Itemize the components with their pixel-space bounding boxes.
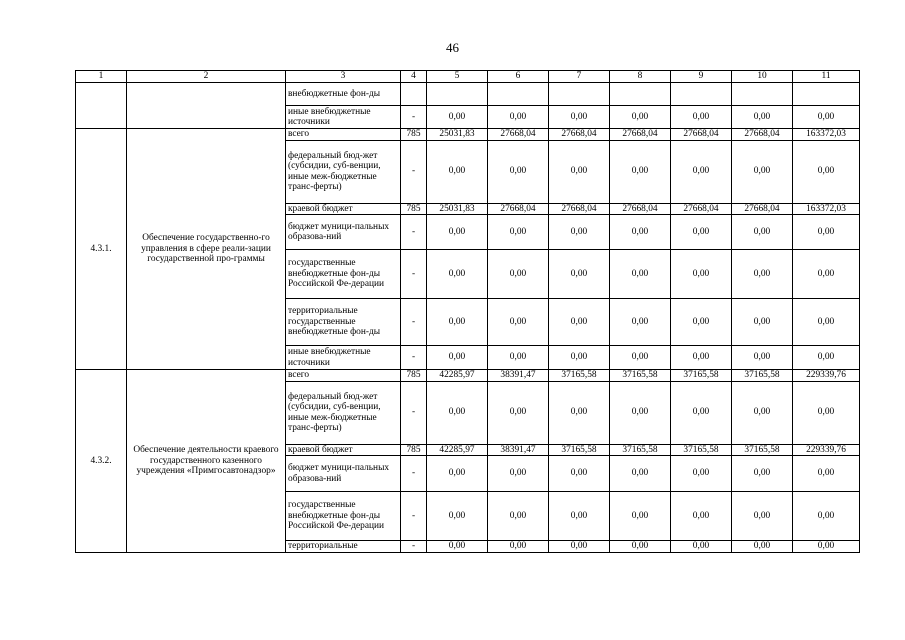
table-row: [76, 129, 860, 141]
name-cell: [127, 83, 286, 129]
header-cell: 5: [427, 71, 488, 83]
value-cell: 37165,58: [549, 444, 610, 456]
value-cell: 0,00: [427, 140, 488, 203]
source-cell: иные внебюджетные источники: [286, 346, 401, 370]
value-cell: 0,00: [732, 346, 793, 370]
value-cell: 0,00: [488, 456, 549, 492]
code-cell: -: [401, 299, 427, 346]
value-cell: 0,00: [793, 492, 860, 541]
page-number: 46: [446, 40, 459, 55]
value-cell: 0,00: [427, 215, 488, 250]
value-cell: 0,00: [671, 140, 732, 203]
value-cell: 0,00: [793, 346, 860, 370]
value-cell: 0,00: [427, 541, 488, 553]
header-cell: 9: [671, 71, 732, 83]
value-cell: 0,00: [671, 381, 732, 444]
value-cell: 0,00: [488, 492, 549, 541]
header-cell: 8: [610, 71, 671, 83]
section-number: 4.3.2.: [76, 370, 127, 553]
value-cell: 0,00: [671, 456, 732, 492]
value-cell: 27668,04: [610, 203, 671, 215]
source-cell: территориальные: [286, 541, 401, 553]
value-cell: 0,00: [488, 106, 549, 129]
value-cell: 229339,76: [793, 370, 860, 382]
value-cell: 0,00: [732, 215, 793, 250]
code-cell: 785: [401, 444, 427, 456]
source-cell: федеральный бюд-жет (субсидии, суб-венции, иные меж-бюджетные транс-ферты): [286, 381, 401, 444]
value-cell: 0,00: [549, 346, 610, 370]
value-cell: 27668,04: [732, 129, 793, 141]
value-cell: 0,00: [549, 299, 610, 346]
value-cell: 0,00: [793, 541, 860, 553]
value-cell: 0,00: [488, 541, 549, 553]
value-cell: 0,00: [488, 250, 549, 299]
code-cell: 785: [401, 129, 427, 141]
source-cell: краевой бюджет: [286, 203, 401, 215]
header-row: [76, 71, 860, 83]
value-cell: [793, 83, 860, 106]
value-cell: 163372,03: [793, 129, 860, 141]
value-cell: [427, 83, 488, 106]
value-cell: 0,00: [671, 250, 732, 299]
value-cell: 27668,04: [671, 203, 732, 215]
value-cell: 0,00: [732, 299, 793, 346]
value-cell: 27668,04: [549, 203, 610, 215]
code-cell: -: [401, 456, 427, 492]
value-cell: 0,00: [488, 381, 549, 444]
code-cell: 785: [401, 370, 427, 382]
value-cell: 0,00: [671, 215, 732, 250]
code-cell: [401, 83, 427, 106]
value-cell: 0,00: [427, 106, 488, 129]
value-cell: 0,00: [610, 140, 671, 203]
value-cell: 0,00: [671, 106, 732, 129]
value-cell: 0,00: [488, 346, 549, 370]
value-cell: [610, 83, 671, 106]
value-cell: 37165,58: [610, 370, 671, 382]
value-cell: 0,00: [793, 456, 860, 492]
value-cell: 27668,04: [671, 129, 732, 141]
value-cell: 25031,83: [427, 129, 488, 141]
value-cell: 27668,04: [488, 129, 549, 141]
value-cell: 0,00: [732, 106, 793, 129]
source-cell: всего: [286, 370, 401, 382]
code-cell: -: [401, 250, 427, 299]
value-cell: 0,00: [549, 456, 610, 492]
value-cell: 0,00: [549, 541, 610, 553]
value-cell: 0,00: [793, 250, 860, 299]
value-cell: 0,00: [549, 140, 610, 203]
budget-table: [75, 70, 860, 553]
value-cell: 0,00: [610, 106, 671, 129]
value-cell: 0,00: [793, 140, 860, 203]
value-cell: 0,00: [427, 456, 488, 492]
value-cell: 0,00: [732, 140, 793, 203]
value-cell: 42285,97: [427, 370, 488, 382]
header-cell: 7: [549, 71, 610, 83]
value-cell: [549, 83, 610, 106]
code-cell: -: [401, 106, 427, 129]
source-cell: всего: [286, 129, 401, 141]
table-row: [76, 370, 860, 382]
value-cell: 25031,83: [427, 203, 488, 215]
value-cell: 0,00: [427, 250, 488, 299]
source-cell: территориальные государственные внебюджетные фон-ды: [286, 299, 401, 346]
value-cell: 0,00: [488, 215, 549, 250]
value-cell: 0,00: [610, 299, 671, 346]
value-cell: 0,00: [427, 492, 488, 541]
code-cell: -: [401, 381, 427, 444]
code-cell: -: [401, 215, 427, 250]
header-cell: 4: [401, 71, 427, 83]
value-cell: 0,00: [793, 299, 860, 346]
value-cell: 27668,04: [610, 129, 671, 141]
source-cell: краевой бюджет: [286, 444, 401, 456]
value-cell: 27668,04: [488, 203, 549, 215]
value-cell: 0,00: [427, 381, 488, 444]
value-cell: 0,00: [732, 492, 793, 541]
value-cell: 0,00: [549, 381, 610, 444]
source-cell: внебюджетные фон-ды: [286, 83, 401, 106]
source-cell: бюджет муници-пальных образова-ний: [286, 456, 401, 492]
value-cell: [488, 83, 549, 106]
value-cell: 0,00: [427, 299, 488, 346]
value-cell: 0,00: [732, 456, 793, 492]
source-cell: иные внебюджетные источники: [286, 106, 401, 129]
value-cell: 0,00: [671, 299, 732, 346]
value-cell: 37165,58: [732, 444, 793, 456]
value-cell: 0,00: [671, 541, 732, 553]
value-cell: 0,00: [610, 492, 671, 541]
source-cell: федеральный бюд-жет (субсидии, суб-венции, иные меж-бюджетные транс-ферты): [286, 140, 401, 203]
table-row: [76, 83, 860, 106]
value-cell: 229339,76: [793, 444, 860, 456]
value-cell: 0,00: [671, 492, 732, 541]
value-cell: 38391,47: [488, 444, 549, 456]
section-number: 4.3.1.: [76, 129, 127, 370]
value-cell: 27668,04: [732, 203, 793, 215]
number-cell: [76, 83, 127, 129]
code-cell: -: [401, 541, 427, 553]
header-cell: 11: [793, 71, 860, 83]
header-cell: 10: [732, 71, 793, 83]
value-cell: 0,00: [549, 492, 610, 541]
value-cell: 27668,04: [549, 129, 610, 141]
value-cell: 0,00: [732, 381, 793, 444]
value-cell: 42285,97: [427, 444, 488, 456]
source-cell: бюджет муници-пальных образова-ний: [286, 215, 401, 250]
value-cell: 37165,58: [610, 444, 671, 456]
value-cell: [732, 83, 793, 106]
value-cell: 37165,58: [671, 444, 732, 456]
value-cell: 0,00: [488, 299, 549, 346]
table-body: [76, 71, 860, 553]
code-cell: 785: [401, 203, 427, 215]
header-cell: 2: [127, 71, 286, 83]
value-cell: 0,00: [427, 346, 488, 370]
source-cell: государственные внебюджетные фон-ды Российской Фе-дерации: [286, 492, 401, 541]
value-cell: 0,00: [793, 106, 860, 129]
code-cell: -: [401, 346, 427, 370]
value-cell: 0,00: [488, 140, 549, 203]
value-cell: 0,00: [671, 346, 732, 370]
value-cell: 0,00: [610, 346, 671, 370]
section-name: Обеспечение государственно-го управления в сфере реали-зации государственной про-граммы: [127, 129, 286, 370]
value-cell: 37165,58: [671, 370, 732, 382]
value-cell: 0,00: [610, 250, 671, 299]
value-cell: 0,00: [732, 250, 793, 299]
value-cell: 0,00: [549, 106, 610, 129]
source-cell: государственные внебюджетные фон-ды Российской Фе-дерации: [286, 250, 401, 299]
value-cell: 163372,03: [793, 203, 860, 215]
value-cell: 0,00: [610, 456, 671, 492]
code-cell: -: [401, 140, 427, 203]
header-cell: 6: [488, 71, 549, 83]
value-cell: 0,00: [549, 215, 610, 250]
value-cell: 0,00: [610, 541, 671, 553]
value-cell: 0,00: [793, 215, 860, 250]
value-cell: 0,00: [610, 381, 671, 444]
value-cell: 0,00: [732, 541, 793, 553]
header-cell: 3: [286, 71, 401, 83]
code-cell: -: [401, 492, 427, 541]
section-name: Обеспечение деятельности краевого государственного казенного учреждения «Примгосавтонадзор»: [127, 370, 286, 553]
value-cell: 38391,47: [488, 370, 549, 382]
value-cell: 0,00: [610, 215, 671, 250]
value-cell: 37165,58: [549, 370, 610, 382]
header-cell: 1: [76, 71, 127, 83]
value-cell: 0,00: [549, 250, 610, 299]
value-cell: 0,00: [793, 381, 860, 444]
value-cell: [671, 83, 732, 106]
value-cell: 37165,58: [732, 370, 793, 382]
